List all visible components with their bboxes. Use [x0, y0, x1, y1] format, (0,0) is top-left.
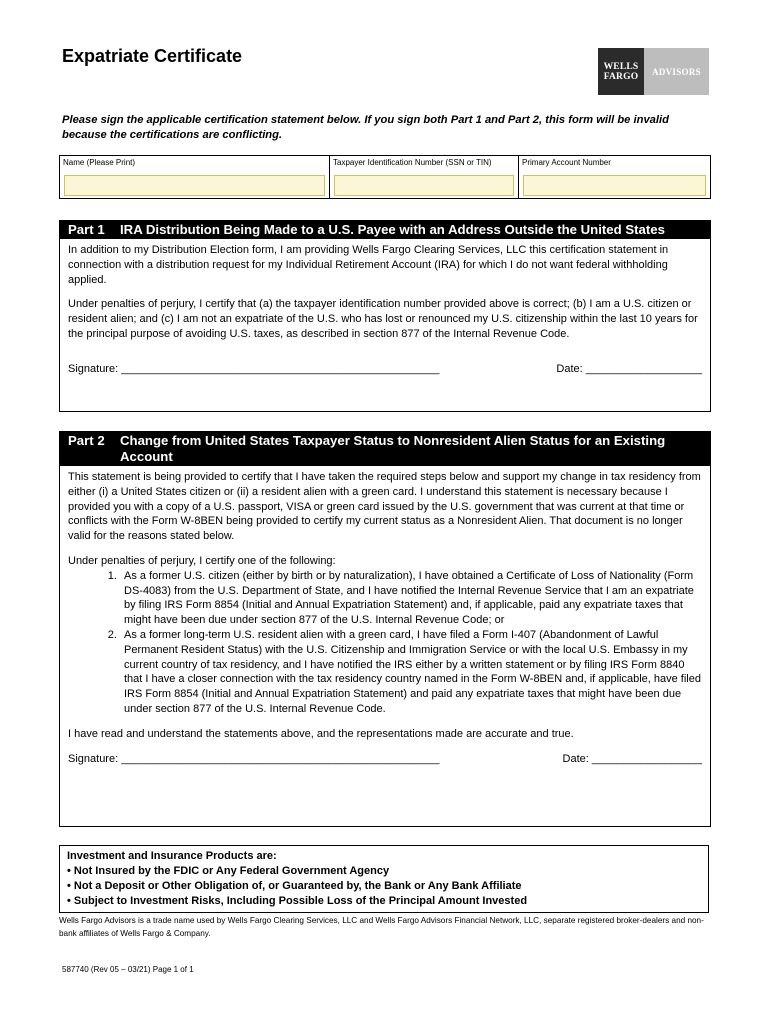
- logo-advisors: ADVISORS: [644, 48, 709, 95]
- part1-title: IRA Distribution Being Made to a U.S. Payee with an Address Outside the United States: [120, 222, 665, 237]
- name-label: Name (Please Print): [63, 158, 136, 167]
- part2-body: [60, 466, 710, 770]
- part1-signature-row: [68, 362, 702, 377]
- account-field-cell: [519, 156, 710, 198]
- part1-section: [59, 220, 711, 412]
- wells-fargo-advisors-logo: [598, 48, 709, 95]
- part2-list-item-1: 1. As a former U.S. citizen (either by birth or by naturalization), I have obtained a Certificate of Loss of Nationality (Form DS-4083) from the U.S. Department of State, and I have notified the Internal Revenue Service that I am an expatriate by filing IRS Form 8854 (Initial and Annual Expatriation Statement) and, if applicable, paid any expatriate taxes that might have been due under section 877 of the U.S. Internal Revenue Code; or: [120, 569, 702, 628]
- part1-paragraph-1: In addition to my Distribution Election form, I am providing Wells Fargo Clearing Services, LLC this certification statement in connection with a distribution request for my Individual Retirement Account (IRA) for which I do not want federal withholding applied.: [68, 244, 669, 286]
- part2-header: [60, 432, 710, 466]
- part2-list-item-2: 2. As a former long-term U.S. resident alien with a green card, I have filed a Form I-407 (Abandonment of Lawful Permanent Resident Status) with the U.S. Citizenship and Immigration Service or with the local U.S. Embassy in my current country of tax residency, and I have notified the IRS either by a written statement or by filing IRS Form 8840 that I have a closer connection with the tax residency country named in the Form W-8BEN and, if applicable, have filed IRS Form 8854 (Initial and Annual Expatriation Statement) and paid any expatriate taxes that might have been due under section 877 of the U.S. Internal Revenue Code.: [120, 628, 702, 717]
- account-input[interactable]: [523, 175, 706, 196]
- part1-body: [60, 239, 710, 381]
- part1-paragraph-2: Under penalties of perjury, I certify that (a) the taxpayer identification number provided above is correct; (b) I am a U.S. citizen or resident alien; and (c) I am not an expatriate of the U.S. who has lost or renounced my U.S. citizenship within the last 10 years for the principal purpose of avoiding U.S. taxes, as described in section 877 of the Internal Revenue Code.: [68, 298, 698, 340]
- name-field-cell: [60, 156, 330, 198]
- part1-number: Part 1: [68, 222, 105, 237]
- part2-date-line[interactable]: Date: __________________: [562, 752, 702, 765]
- disclosure-item: • Not Insured by the FDIC or Any Federal Government Agency: [67, 864, 701, 879]
- part1-signature-line[interactable]: Signature: ____________________________________________________: [68, 362, 440, 375]
- account-fields-row: [59, 155, 711, 199]
- disclosure-item: • Not a Deposit or Other Obligation of, or Guaranteed by, the Bank or Any Bank Affiliate: [67, 879, 701, 894]
- disclosure-list: [67, 864, 701, 909]
- account-label: Primary Account Number: [522, 158, 611, 167]
- footnote: Wells Fargo Advisors is a trade name used by Wells Fargo Clearing Services, LLC and Wells Fargo Advisors Financial Network, LLC, separate registered broker-dealers and non-bank affiliates of Wells Fargo & Company.: [59, 916, 704, 938]
- tin-input[interactable]: [334, 175, 514, 196]
- page-title: Expatriate Certificate: [62, 46, 243, 66]
- part1-date-line[interactable]: Date: ___________________: [556, 362, 702, 375]
- part2-closing: I have read and understand the statements above, and the representations made are accurate and true.: [68, 727, 574, 740]
- part2-section: [59, 431, 711, 827]
- disclosure-heading: Investment and Insurance Products are:: [67, 850, 277, 862]
- tin-label: Taxpayer Identification Number (SSN or TIN): [333, 158, 492, 167]
- disclosure-item: • Subject to Investment Risks, Including Possible Loss of the Principal Amount Invested: [67, 894, 701, 909]
- logo-line-1: WELLS: [603, 61, 639, 72]
- part2-paragraph-1: This statement is being provided to certify that I have taken the required steps below and support my change in tax residency from either (i) a United States citizen or (ii) a resident alien with a green card. I understand this statement is necessary because I provided you with a copy of a U.S. passport, VISA or green card issued by the U.S. government that was current at that time or conflicts with the Form W-8BEN being provided to certify my current status as a Nonresident Alien. That document is no longer valid for the reasons stated below.: [68, 471, 701, 543]
- name-input[interactable]: [64, 175, 325, 196]
- part2-certification-list: [68, 569, 702, 717]
- part2-signature-row: [68, 752, 702, 767]
- part2-title: Change from United States Taxpayer Status to Nonresident Alien Status for an Existing Account: [120, 433, 666, 464]
- investment-disclosure-box: [59, 845, 709, 913]
- revision-info: 587740 (Rev 05 – 03/21) Page 1 of 1: [62, 965, 194, 974]
- logo-line-2: FARGO: [603, 71, 639, 82]
- part1-header: [60, 221, 710, 239]
- logo-mark: [598, 48, 644, 95]
- part2-list-intro: Under penalties of perjury, I certify one of the following:: [68, 554, 336, 567]
- part2-signature-line[interactable]: Signature: ____________________________________________________: [68, 752, 440, 765]
- part2-number: Part 2: [68, 433, 105, 448]
- intro-instructions: Please sign the applicable certification statement below. If you sign both Part 1 and Part 2, this form will be invalid because the certifications are conflicting.: [62, 114, 669, 141]
- tin-field-cell: [330, 156, 519, 198]
